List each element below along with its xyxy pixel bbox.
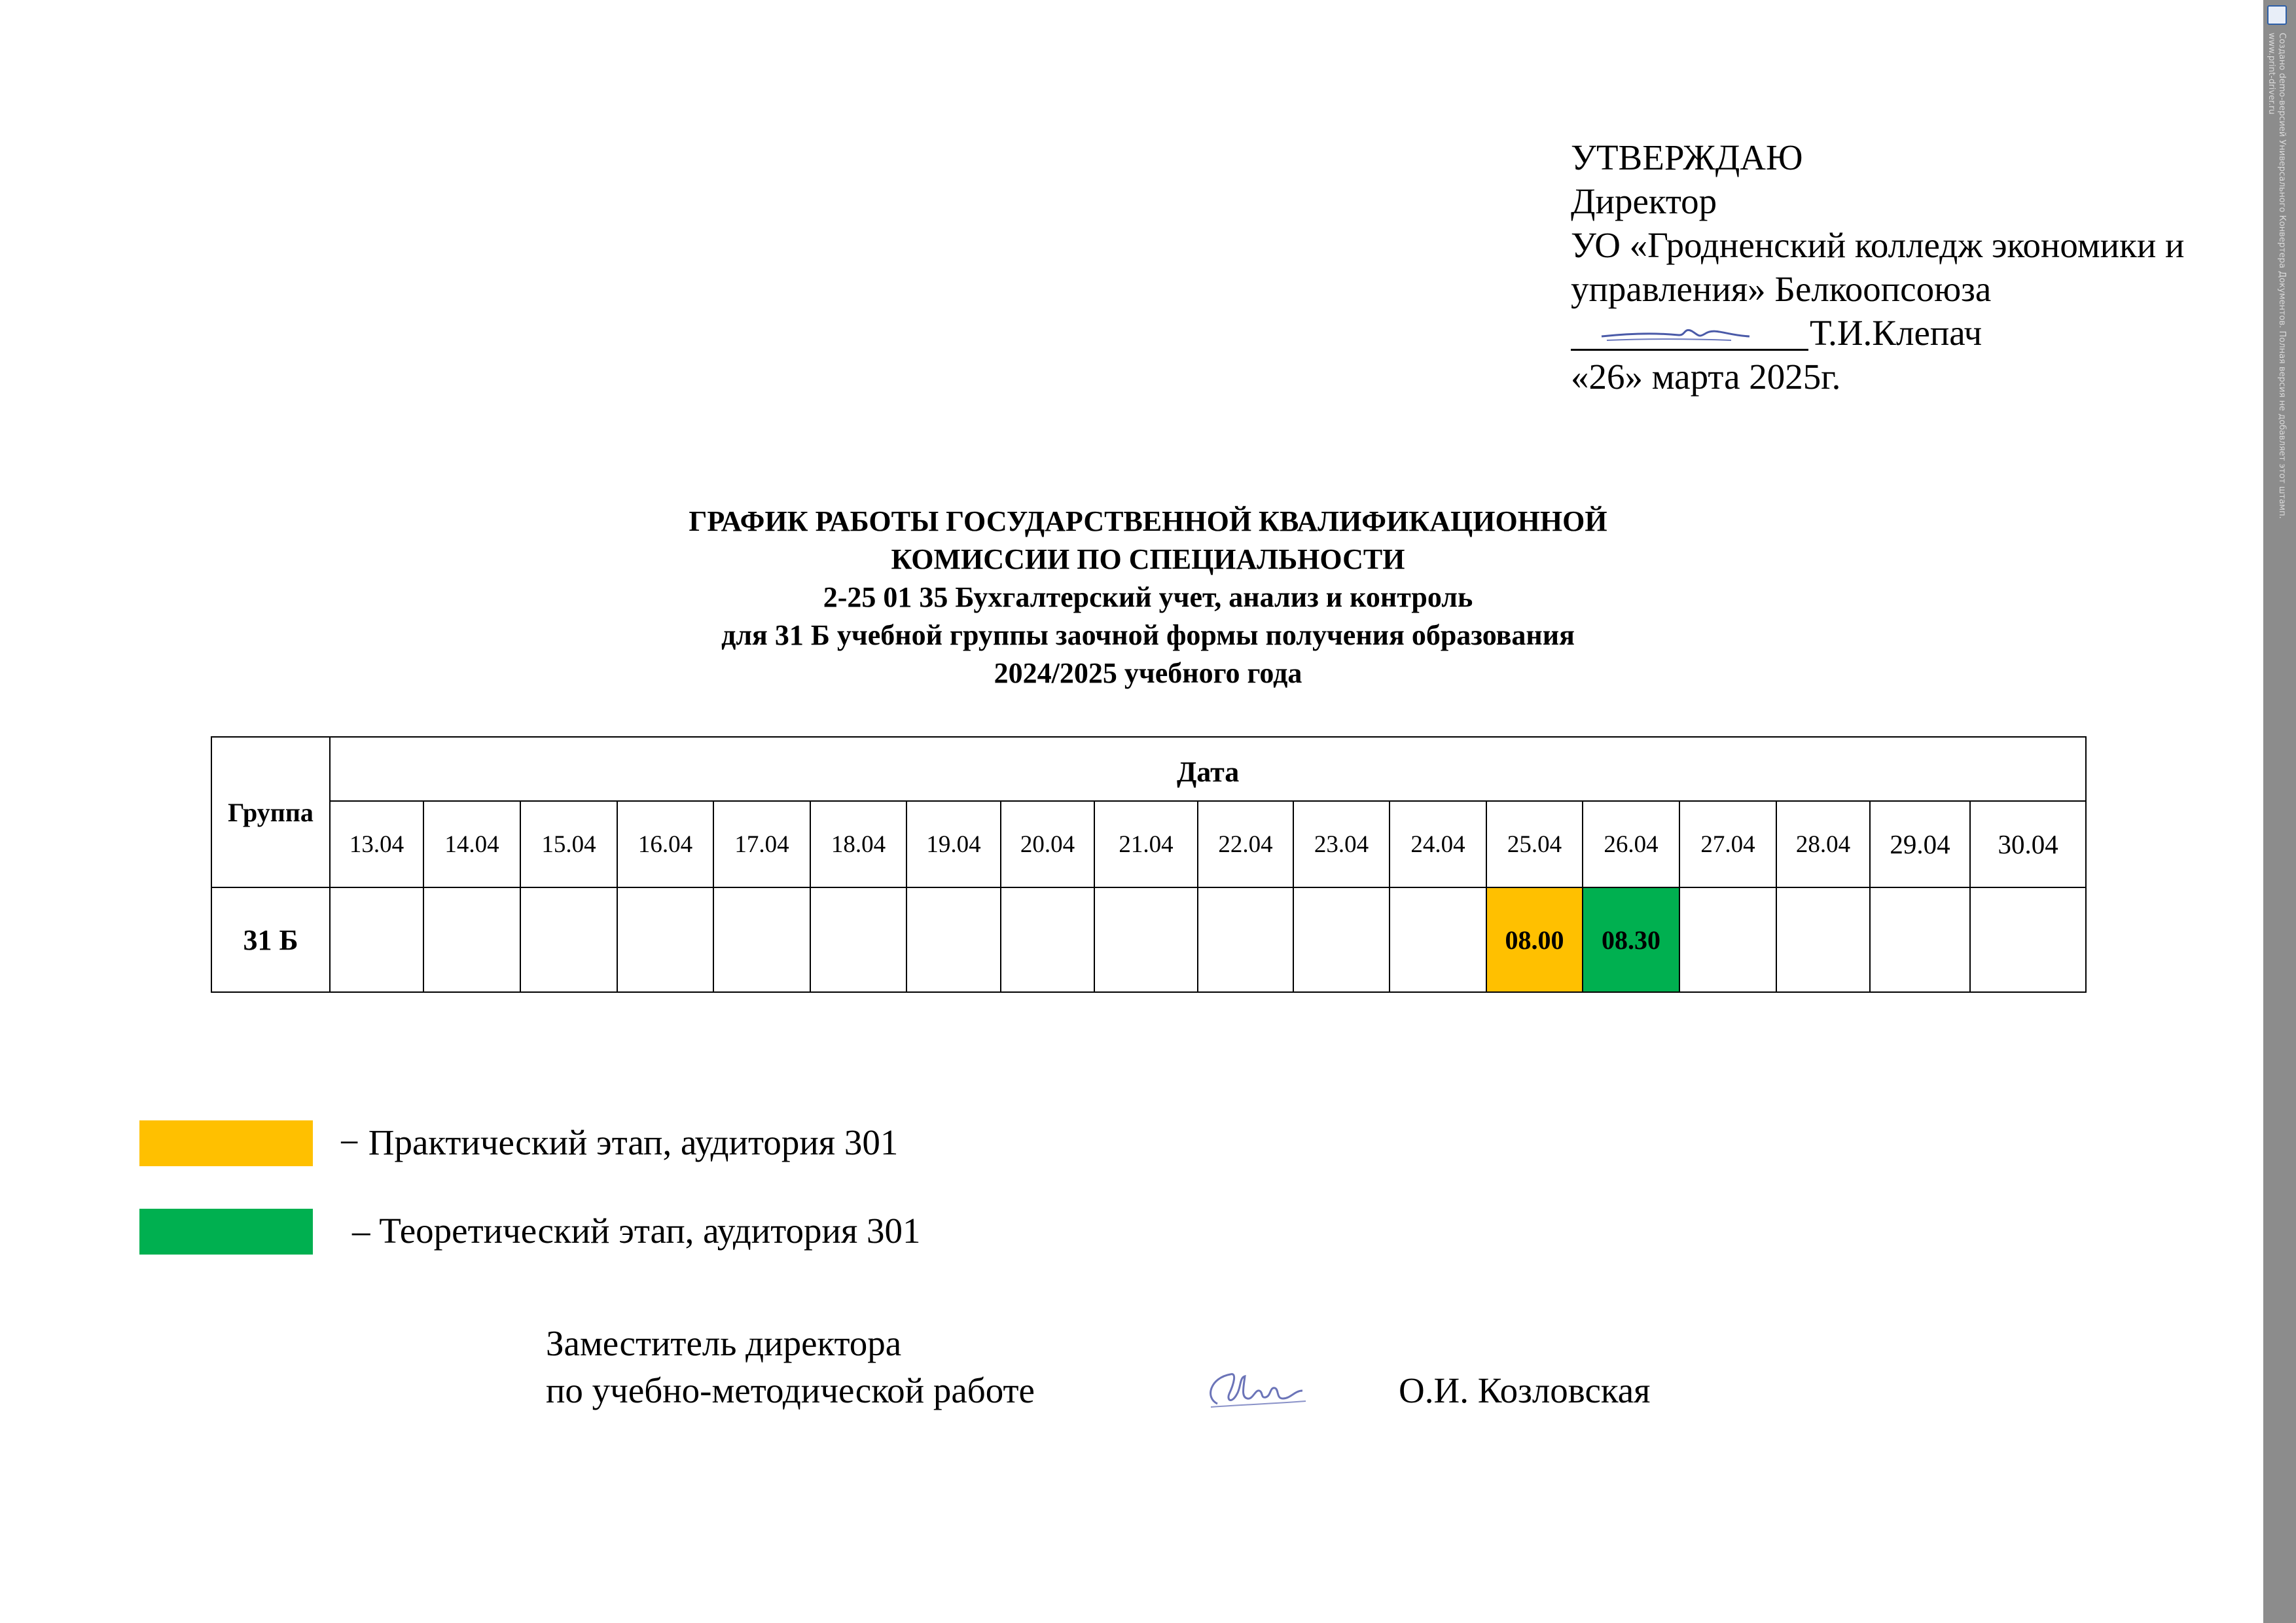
converter-stamp-line2: www.print-driver.ru [2267,33,2276,115]
approval-block [1571,135,2251,399]
schedule-table [211,736,2087,993]
deputy-position-line1: Заместитель директора [546,1323,902,1363]
approval-organization-line1: УО «Гродненский колледж экономики и [1571,225,2185,265]
legend-practical [139,1120,1121,1166]
approval-signature-row [1571,311,2251,355]
schedule-cell [1001,887,1094,992]
document-title [0,503,2296,692]
title-line-1: ГРАФИК РАБОТЫ ГОСУДАРСТВЕННОЙ КВАЛИФИКАЦИОННОЙ [689,505,1607,537]
approval-date: «26» марта 2025г. [1571,357,1841,397]
deputy-position-line2: по учебно-методической работе [546,1370,1035,1410]
approval-position: Директор [1571,181,1717,221]
date-header: Дата [330,737,2086,801]
title-line-4: для 31 Б учебной группы заочной формы получения образования [721,619,1575,651]
deputy-signature-block [546,1320,1724,1414]
schedule-cell [423,887,520,992]
schedule-cell [617,887,713,992]
date-cell: 25.04 [1486,801,1583,887]
legend-theoretical-text: – Теоретический этап, аудитория 301 [352,1211,921,1251]
schedule-cell [1293,887,1390,992]
schedule-cell [1094,887,1198,992]
schedule-cell [1390,887,1486,992]
date-cell: 23.04 [1293,801,1390,887]
date-cell: 22.04 [1198,801,1293,887]
converter-stamp-text [2266,33,2287,519]
schedule-cell [810,887,906,992]
date-cell: 24.04 [1390,801,1486,887]
deputy-signature-image [1198,1358,1316,1417]
date-cell: 21.04 [1094,801,1198,887]
schedule-cell [520,887,617,992]
date-cell: 27.04 [1679,801,1776,887]
converter-stamp-line1: Создано demo-версией Универсального Конвертера Документов. Полная версия не добавляет этот штамп. [2277,33,2287,519]
title-line-5: 2024/2025 учебного года [994,657,1302,689]
schedule-cell [330,887,423,992]
schedule-cell [1679,887,1776,992]
date-cell: 14.04 [423,801,520,887]
date-cell: 26.04 [1583,801,1679,887]
approval-signatory: Т.И.Клепач [1810,313,1982,353]
legend-theoretical-swatch [139,1209,313,1255]
approval-heading: УТВЕРЖДАЮ [1571,137,1803,177]
schedule-cell [713,887,810,992]
practical-stage-time-cell: 08.00 [1486,887,1583,992]
date-cell: 30.04 [1970,801,2086,887]
date-cell: 15.04 [520,801,617,887]
group-name-cell: 31 Б [211,887,330,992]
approval-organization-line2: управления» Белкоопсоюза [1571,269,1992,309]
legend-practical-text: − Практический этап, аудитория 301 [339,1122,899,1162]
date-cell: 18.04 [810,801,906,887]
title-line-3: 2-25 01 35 Бухгалтерский учет, анализ и контроль [823,581,1473,613]
legend-practical-swatch [139,1120,313,1166]
group-header: Группа [211,737,330,887]
date-cell: 29.04 [1870,801,1970,887]
deputy-name: О.И. Козловская [1399,1370,1651,1410]
date-cell: 17.04 [713,801,810,887]
dates-row [211,801,2086,887]
schedule-cell [1870,887,1970,992]
table-row [211,887,2086,992]
director-signature-image [1600,321,1751,347]
date-cell: 20.04 [1001,801,1094,887]
date-cell: 28.04 [1776,801,1870,887]
title-line-2: КОМИССИИ ПО СПЕЦИАЛЬНОСТИ [891,543,1405,575]
schedule-cell [906,887,1001,992]
schedule-cell [1970,887,2086,992]
date-cell: 19.04 [906,801,1001,887]
date-cell: 16.04 [617,801,713,887]
schedule-cell [1776,887,1870,992]
converter-logo-icon [2267,5,2287,25]
legend-theoretical [139,1209,1121,1255]
theoretical-stage-time-cell: 08.30 [1583,887,1679,992]
schedule-cell [1198,887,1293,992]
date-cell: 13.04 [330,801,423,887]
